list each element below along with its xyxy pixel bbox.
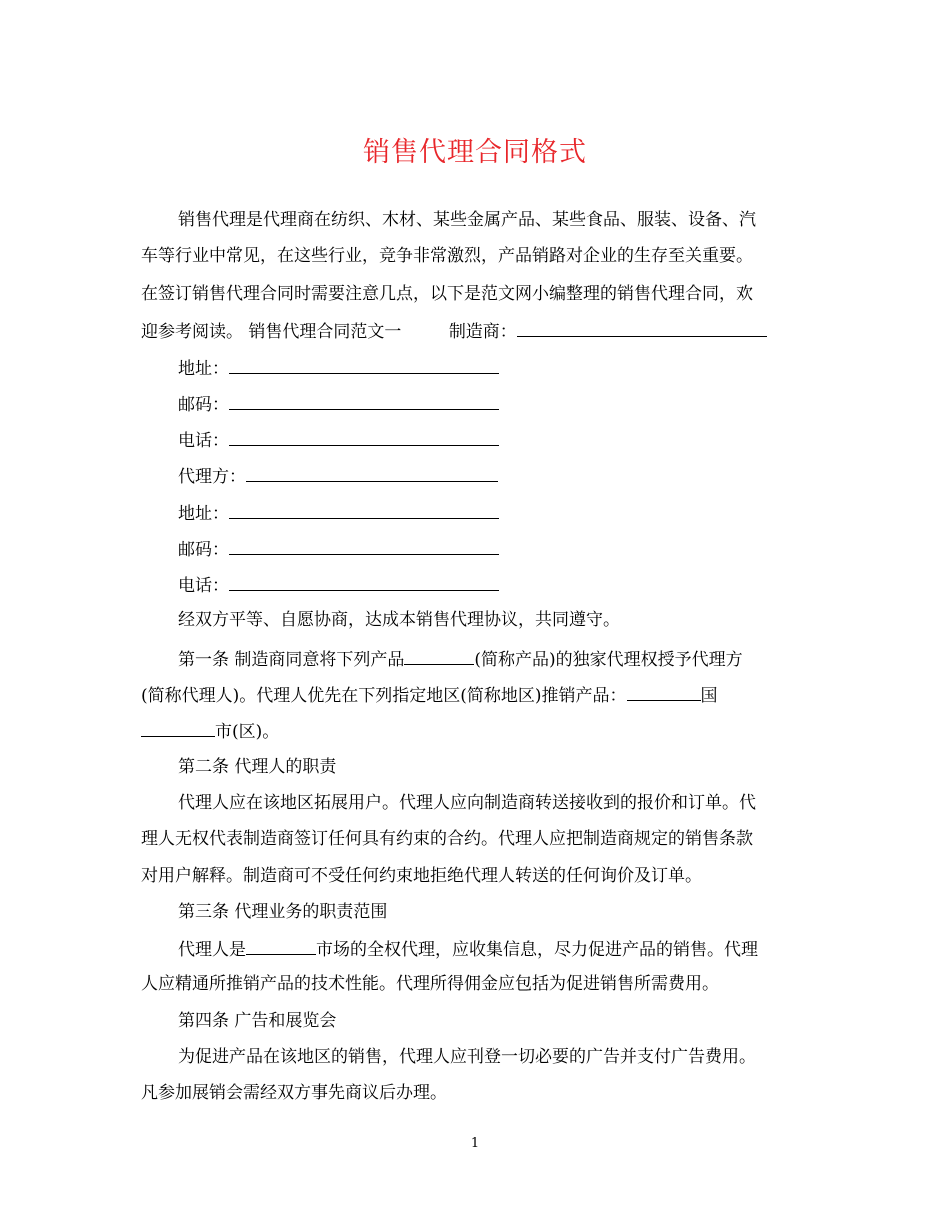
field-blank xyxy=(229,357,499,374)
manufacturer-label: 制造商： xyxy=(448,322,517,342)
article-1-text: 第一条 制造商同意将下列产品 xyxy=(178,650,405,670)
field-blank xyxy=(229,574,499,591)
agreement-line: 经双方平等、自愿协商，达成本销售代理协议，共同遵守。 xyxy=(178,610,620,630)
article-4-heading: 第四条 广告和展览会 xyxy=(178,1011,337,1031)
field-label: 代理方： xyxy=(178,467,246,487)
field-address-1 xyxy=(178,357,499,379)
page-title: 销售代理合同格式 xyxy=(363,137,587,168)
article-1-text: (简称代理人)。代理人优先在下列指定地区(简称地区)推销产品： xyxy=(141,686,627,706)
intro-line-3: 在签订销售代理合同时需要注意几点，以下是范文网小编整理的销售代理合同，欢 xyxy=(141,284,753,304)
field-label: 地址： xyxy=(178,504,229,524)
manufacturer-blank xyxy=(517,320,767,337)
article-1-text: 市(区)。 xyxy=(215,722,280,742)
article-4-line-1: 为促进产品在该地区的销售，代理人应刊登一切必要的广告并支付广告费用。 xyxy=(178,1047,756,1067)
intro-line-4 xyxy=(141,320,767,342)
field-blank xyxy=(229,429,499,446)
country-blank xyxy=(627,684,701,701)
page-number: 1 xyxy=(470,1136,480,1151)
field-label: 地址： xyxy=(178,359,229,379)
article-3-line-1 xyxy=(178,938,758,960)
article-3-heading: 第三条 代理业务的职责范围 xyxy=(178,902,388,922)
article-4-line-2: 凡参加展销会需经双方事先商议后办理。 xyxy=(141,1083,447,1103)
field-label: 电话： xyxy=(178,576,229,596)
intro-line-1: 销售代理是代理商在纺织、木材、某些金属产品、某些食品、服装、设备、汽 xyxy=(178,210,756,230)
field-label: 邮码： xyxy=(178,395,229,415)
field-blank xyxy=(229,393,499,410)
intro-text: 迎参考阅读。 销售代理合同范文一 xyxy=(141,322,402,342)
field-phone-2 xyxy=(178,574,499,596)
field-blank xyxy=(229,502,499,519)
article-3-line-2: 人应精通所推销产品的技术性能。代理所得佣金应包括为促进销售所需费用。 xyxy=(141,974,719,994)
field-blank xyxy=(246,465,498,482)
article-1-text: (简称产品)的独家代理权授予代理方 xyxy=(474,650,743,670)
field-postcode-1 xyxy=(178,393,499,415)
field-agent xyxy=(178,465,498,487)
field-blank xyxy=(229,538,499,555)
article-2-line-3: 对用户解释。制造商可不受任何约束地拒绝代理人转送的任何询价及订单。 xyxy=(141,866,702,886)
field-label: 电话： xyxy=(178,431,229,451)
market-blank xyxy=(246,938,316,955)
field-postcode-2 xyxy=(178,538,499,560)
article-2-heading: 第二条 代理人的职责 xyxy=(178,757,337,777)
product-blank xyxy=(404,648,474,665)
city-blank xyxy=(141,720,215,737)
article-1-line-3 xyxy=(141,720,279,742)
article-3-text: 代理人是 xyxy=(178,940,246,960)
article-1-line-1 xyxy=(178,648,743,670)
article-3-text: 市场的全权代理，应收集信息，尽力促进产品的销售。代理 xyxy=(316,940,758,960)
article-1-text: 国 xyxy=(700,686,718,706)
article-1-line-2 xyxy=(141,684,718,706)
field-address-2 xyxy=(178,502,499,524)
field-phone-1 xyxy=(178,429,499,451)
intro-line-2: 车等行业中常见，在这些行业，竞争非常激烈，产品销路对企业的生存至关重要。 xyxy=(141,246,753,266)
article-2-line-2: 理人无权代表制造商签订任何具有约束的合约。代理人应把制造商规定的销售条款 xyxy=(141,829,753,849)
field-label: 邮码： xyxy=(178,540,229,560)
article-2-line-1: 代理人应在该地区拓展用户。代理人应向制造商转送接收到的报价和订单。代 xyxy=(178,793,756,813)
